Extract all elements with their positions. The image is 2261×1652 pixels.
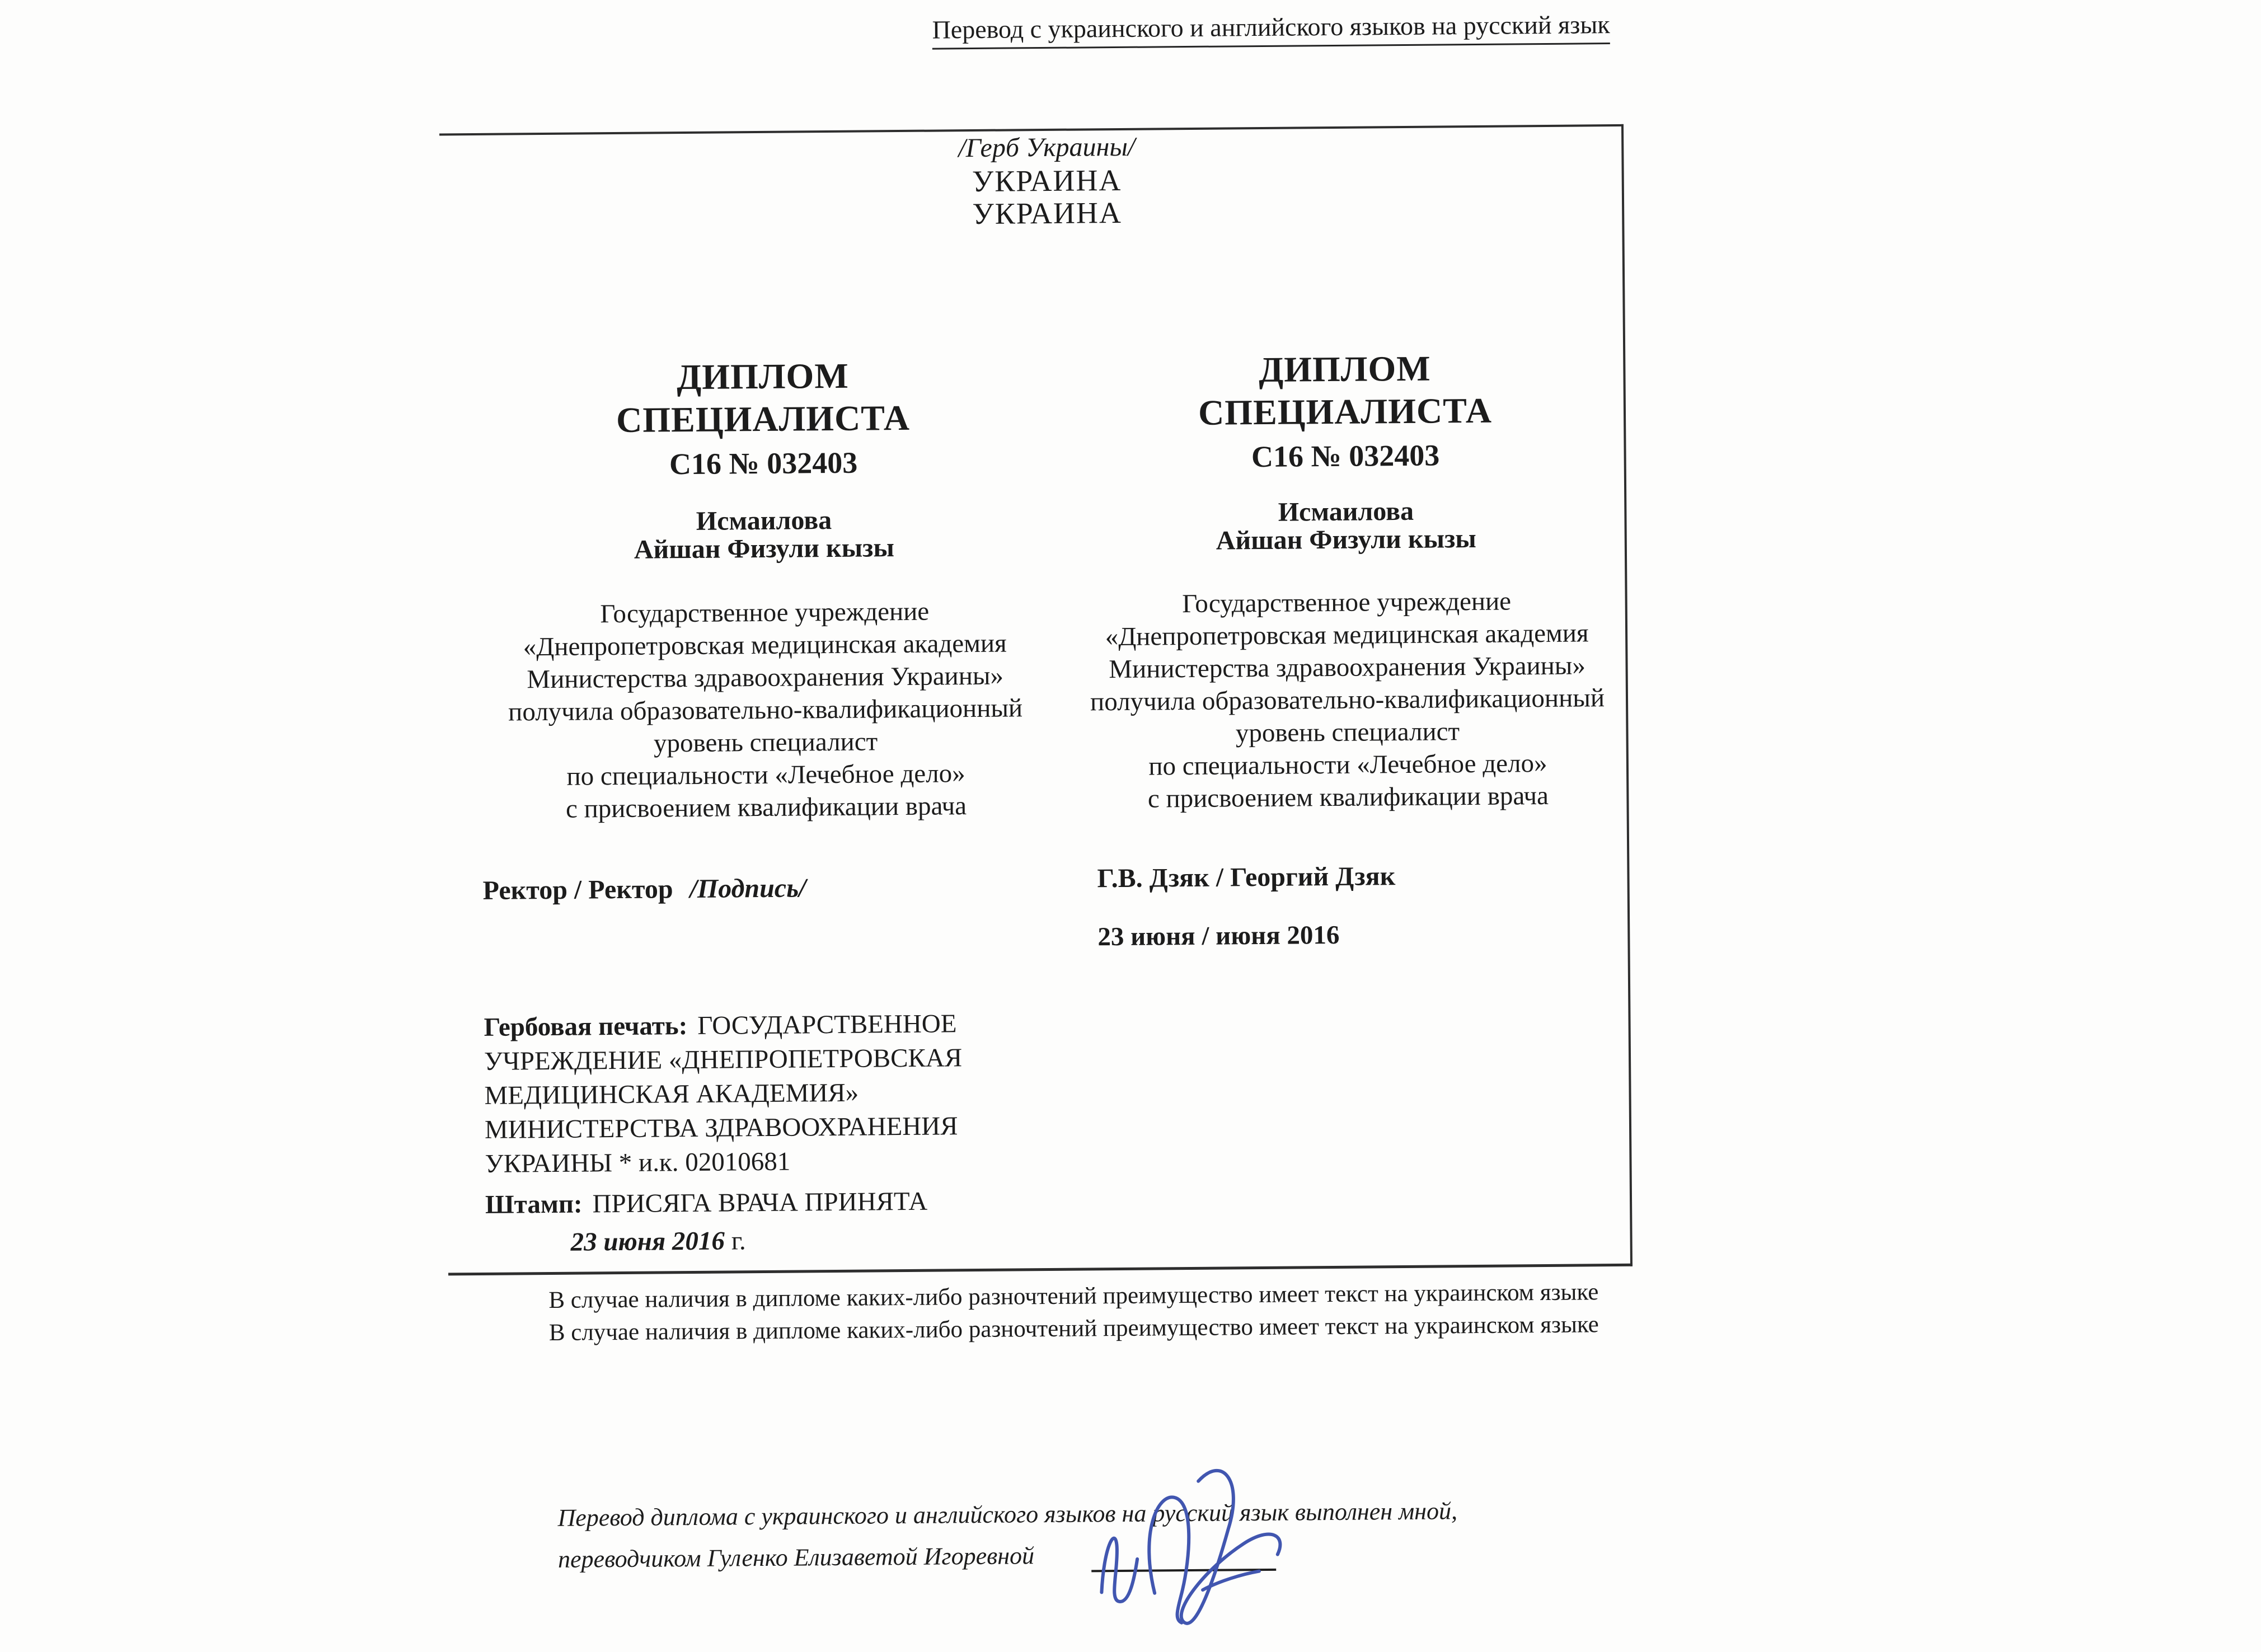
- emblem-note: /Герб Украины/: [958, 132, 1136, 163]
- rector-signature-line: [482, 872, 806, 906]
- seal-line: УКРАИНЫ * и.к. 02010681: [485, 1147, 791, 1179]
- issue-date-line: 23 июня / июня 2016: [1097, 920, 1340, 952]
- right-diploma-title-line2: СПЕЦИАЛИСТА: [1198, 390, 1493, 433]
- right-body-line: получила образовательно-квалификационный: [1090, 683, 1605, 717]
- right-holder-surname: Исмаилова: [1278, 496, 1414, 527]
- right-body-line: «Днепропетровская медицинская академия: [1105, 618, 1589, 652]
- left-body-line: получила образовательно-квалификационный: [508, 693, 1023, 727]
- seal-line: [484, 1006, 1133, 1045]
- translator-statement-line2: переводчиком Гуленко Елизаветой Игоревной: [557, 1542, 1035, 1573]
- left-diploma-title-line2: СПЕЦИАЛИСТА: [616, 397, 911, 440]
- left-holder-given-name: Айшан Физули кызы: [634, 533, 895, 565]
- right-body-paragraph: [1037, 584, 1657, 816]
- left-series-number: С16 № 032403: [669, 445, 858, 481]
- left-body-line: по специальности «Лечебное дело»: [566, 759, 965, 791]
- country-name-2: УКРАИНА: [972, 195, 1123, 231]
- stamp-text: ПРИСЯГА ВРАЧА ПРИНЯТА: [592, 1186, 928, 1219]
- translator-statement-line1: Перевод диплома с украинского и английского языков на русский язык выполнен мной,: [557, 1497, 1458, 1532]
- stamp-transcription-line: [485, 1186, 928, 1220]
- left-holder-surname: Исмаилова: [696, 505, 832, 536]
- right-diploma-title-line1: ДИПЛОМ: [1258, 348, 1431, 390]
- right-body-line: уровень специалист: [1235, 717, 1460, 748]
- stamp-label: Штамп:: [485, 1189, 583, 1219]
- left-body-paragraph: [456, 594, 1076, 827]
- seal-line-text: ГОСУДАРСТВЕННОЕ: [697, 1009, 957, 1040]
- country-name-1: УКРАИНА: [972, 163, 1122, 199]
- rector-label: Ректор / Ректор: [482, 874, 673, 905]
- handwritten-signature: [1064, 1448, 1329, 1644]
- right-body-line: с присвоением квалификации врача: [1147, 781, 1549, 814]
- left-body-line: Министерства здравоохранения Украины»: [527, 661, 1004, 694]
- right-series-number: С16 № 032403: [1251, 438, 1440, 474]
- seal-line: МЕДИЦИНСКАЯ АКАДЕМИЯ»: [484, 1078, 859, 1110]
- stamp-date-suffix: г.: [731, 1226, 746, 1256]
- left-body-line: уровень специалист: [653, 727, 878, 758]
- left-body-line: «Днепропетровская медицинская академия: [523, 628, 1007, 662]
- signature-scribble-icon: [1064, 1448, 1329, 1641]
- stamp-date-line: [570, 1226, 745, 1257]
- seal-line: МИНИСТЕРСТВА ЗДРАВООХРАНЕНИЯ: [484, 1111, 958, 1144]
- seal-label: Гербовая печать:: [484, 1011, 688, 1042]
- translation-header-text: Перевод с украинского и английского языков на русский язык: [932, 10, 1610, 50]
- right-holder-given-name: Айшан Физули кызы: [1216, 523, 1476, 556]
- disclaimer-line-2: В случае наличия в дипломе каких-либо разночтений преимущество имеет текст на украинском языке: [548, 1311, 1599, 1346]
- stamp-date: 23 июня 2016: [570, 1226, 725, 1257]
- disclaimer-line-1: В случае наличия в дипломе каких-либо разночтений преимущество имеет текст на украинском языке: [548, 1279, 1599, 1314]
- right-body-line: Государственное учреждение: [1182, 586, 1512, 619]
- translation-header: [932, 9, 1610, 46]
- seal-transcription-block: [484, 1006, 1134, 1181]
- left-body-line: с присвоением квалификации врача: [565, 791, 967, 824]
- signature-placeholder-note: /Подпись/: [689, 873, 806, 904]
- right-body-line: по специальности «Лечебное дело»: [1148, 748, 1547, 781]
- rector-name-line: Г.В. Дзяк / Георгий Дзяк: [1097, 861, 1396, 894]
- seal-line: УЧРЕЖДЕНИЕ «ДНЕПРОПЕТРОВСКАЯ: [484, 1043, 963, 1076]
- right-body-line: Министерства здравоохранения Украины»: [1109, 651, 1586, 684]
- left-diploma-title-line1: ДИПЛОМ: [676, 355, 849, 397]
- left-body-line: Государственное учреждение: [600, 597, 930, 629]
